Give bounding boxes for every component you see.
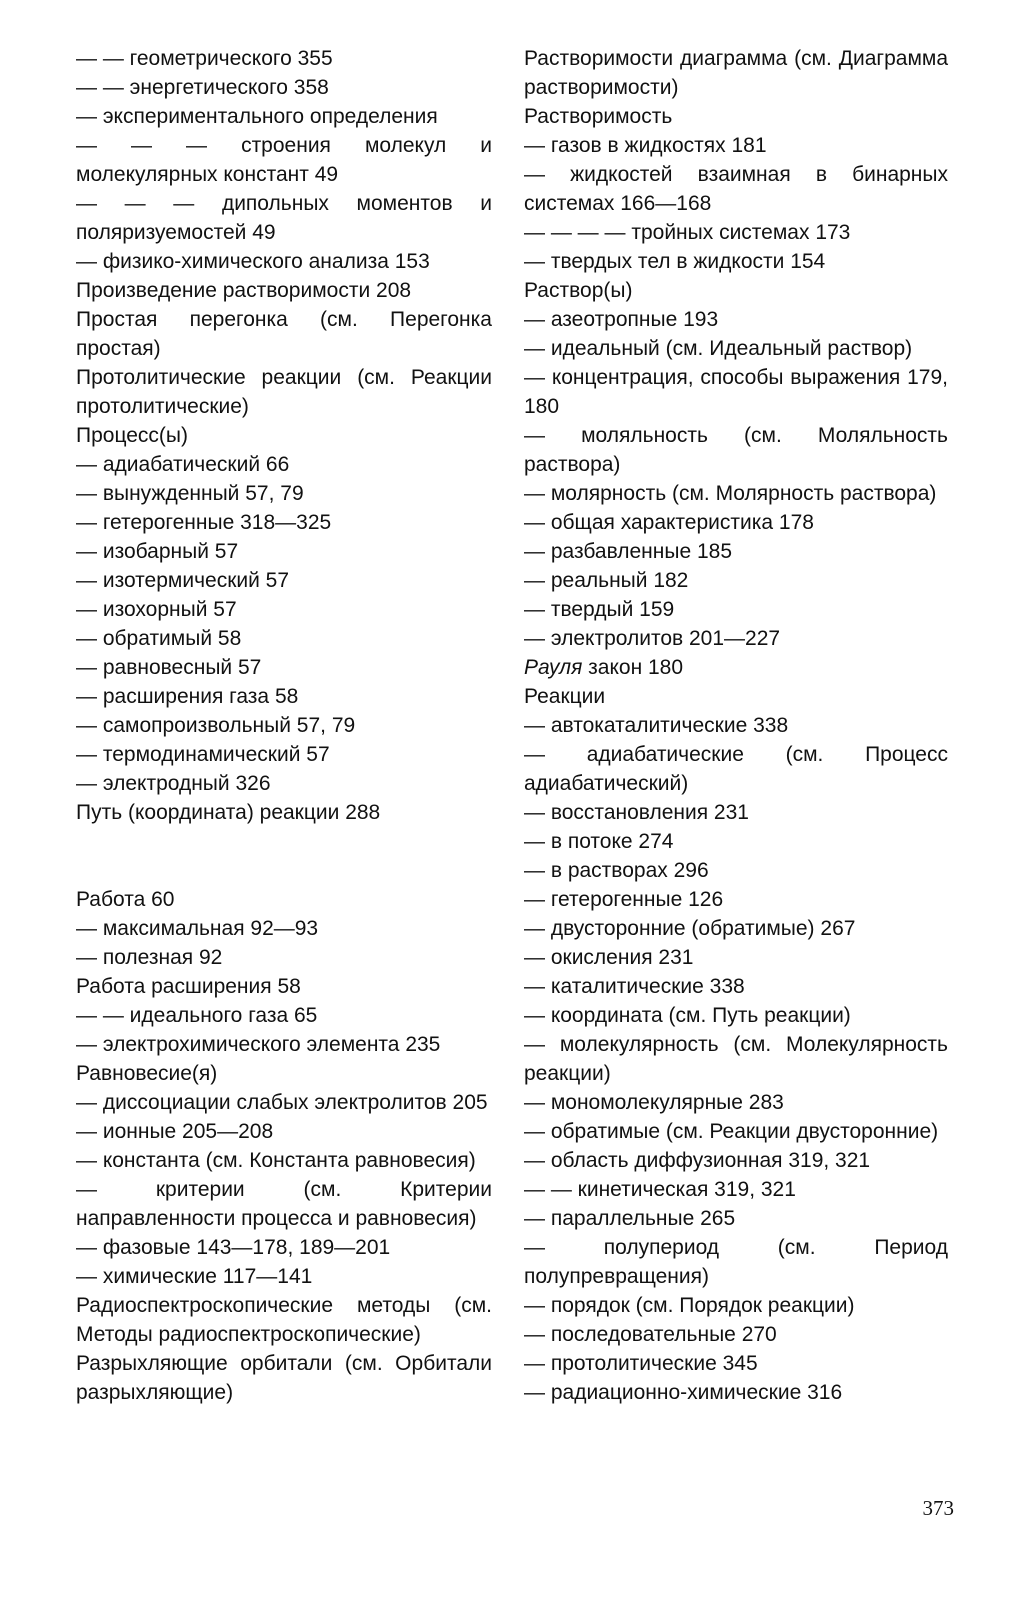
index-column-left: [76, 44, 492, 1407]
index-entry: — — энергетического 358: [76, 76, 329, 99]
index-entry: — молекулярность (см. Молекулярность реакции): [524, 1033, 948, 1085]
index-entry: — расширения газа 58: [76, 685, 299, 708]
index-entry: Реакции: [524, 685, 606, 708]
index-entry: — в потоке 274: [524, 830, 674, 853]
index-entry: Растворимости диаграмма (см. Диаграмма растворимости): [524, 47, 948, 99]
index-entry: — параллельные 265: [524, 1207, 736, 1230]
index-entry: — твердых тел в жидкости 154: [524, 250, 826, 273]
index-entry: — изотермический 57: [76, 569, 290, 592]
index-entry: — диссоциации слабых электролитов 205: [76, 1091, 488, 1114]
index-entry: Простая перегонка (см. Перегонка простая): [76, 308, 492, 360]
index-entry: — общая характеристика 178: [524, 511, 814, 534]
index-entry: — полупериод (см. Период полупревращения): [524, 1236, 948, 1288]
index-entry: — электрохимического элемента 235: [76, 1033, 441, 1056]
index-entry: — вынужденный 57, 79: [76, 482, 304, 505]
index-entry: — электролитов 201—227: [524, 627, 781, 650]
index-entry: — гетерогенные 318—325: [76, 511, 332, 534]
index-entry: Работа расширения 58: [76, 975, 301, 998]
index-entry: — область диффузионная 319, 321: [524, 1149, 871, 1172]
index-entry: — обратимые (см. Реакции двусторонние): [524, 1120, 939, 1143]
index-entry: — твердый 159: [524, 598, 675, 621]
index-entry: Разрыхляющие орбитали (см. Орбитали разрыхляющие): [76, 1352, 492, 1404]
index-entry: — равновесный 57: [76, 656, 262, 679]
index-entry-name: Рауля: [524, 656, 583, 679]
index-entry: — адиабатический 66: [76, 453, 290, 476]
index-entry: — координата (см. Путь реакции): [524, 1004, 851, 1027]
index-entry: — ионные 205—208: [76, 1120, 274, 1143]
index-entry: — — — — тройных системах 173: [524, 221, 851, 244]
index-entry: — в растворах 296: [524, 859, 709, 882]
index-entry: Равновесие(я): [76, 1062, 218, 1085]
index-entry: — изобарный 57: [76, 540, 239, 563]
index-entry: — порядок (см. Порядок реакции): [524, 1294, 855, 1317]
index-entry: — двусторонние (обратимые) 267: [524, 917, 856, 940]
index-entry: — — — строения молекул и молекулярных констант 49: [76, 134, 492, 186]
index-entry: — полезная 92: [76, 946, 223, 969]
index-entry: — окисления 231: [524, 946, 694, 969]
index-entry: — гетерогенные 126: [524, 888, 724, 911]
index-entry: Путь (координата) реакции 288: [76, 801, 381, 824]
index-entry: — газов в жидкостях 181: [524, 134, 767, 157]
index-entry: — разбавленные 185: [524, 540, 733, 563]
index-entry: — восстановления 231: [524, 801, 749, 824]
index-entry: — обратимый 58: [76, 627, 242, 650]
index-entry: — фазовые 143—178, 189—201: [76, 1236, 391, 1259]
index-entry: — термодинамический 57: [76, 743, 330, 766]
index-entry: [524, 653, 948, 682]
index-entry: — молярность (см. Молярность раствора): [524, 482, 937, 505]
index-entry: Радиоспектроскопические методы (см. Методы радиоспектроскопические): [76, 1294, 492, 1346]
index-entry: — радиационно-химические 316: [524, 1381, 843, 1404]
index-entry: Произведение растворимости 208: [76, 279, 412, 302]
index-entry: — азеотропные 193: [524, 308, 719, 331]
index-entry: — каталитические 338: [524, 975, 745, 998]
index-entry: — протолитические 345: [524, 1352, 758, 1375]
index-entry: — мономолекулярные 283: [524, 1091, 784, 1114]
index-entry: Протолитические реакции (см. Реакции протолитические): [76, 366, 492, 418]
index-entry: — реальный 182: [524, 569, 689, 592]
index-entry: Растворимость: [524, 105, 673, 128]
index-entry: — — геометрического 355: [76, 47, 333, 70]
page-number: 373: [922, 1496, 954, 1520]
index-entry: — — — дипольных моментов и поляризуемостей 49: [76, 192, 492, 244]
index-entry: — критерии (см. Критерии направленности процесса и равновесия): [76, 1178, 492, 1230]
index-entry: — концентрация, способы выражения 179, 180: [524, 366, 948, 418]
index-entry: Работа 60: [76, 888, 175, 911]
index-entry: — жидкостей взаимная в бинарных системах 166—168: [524, 163, 948, 215]
index-entry: — адиабатические (см. Процесс адиабатический): [524, 743, 948, 795]
index-entry: — — кинетическая 319, 321: [524, 1178, 796, 1201]
index-entry: — самопроизвольный 57, 79: [76, 714, 356, 737]
index-entry: — константа (см. Константа равновесия): [76, 1149, 476, 1172]
index-entry: — последовательные 270: [524, 1323, 777, 1346]
index-entry: — максимальная 92—93: [76, 917, 319, 940]
index-entry: — изохорный 57: [76, 598, 237, 621]
index-entry: — автокаталитические 338: [524, 714, 789, 737]
index-entry: — химические 117—141: [76, 1265, 313, 1288]
index-entry: Процесс(ы): [76, 424, 189, 447]
index-entry: — моляльность (см. Моляльность раствора): [524, 424, 948, 476]
index-column-right: [524, 44, 948, 1407]
index-entry: — идеальный (см. Идеальный раствор): [524, 337, 913, 360]
index-entry: Раствор(ы): [524, 279, 633, 302]
index-entry: — физико-химического анализа 153: [76, 250, 430, 273]
index-entry: — — идеального газа 65: [76, 1004, 318, 1027]
index-entry: — электродный 326: [76, 772, 271, 795]
section-gap: [76, 827, 492, 885]
index-entry: — экспериментального определения: [76, 105, 438, 128]
index-entry-text: закон 180: [582, 656, 684, 679]
